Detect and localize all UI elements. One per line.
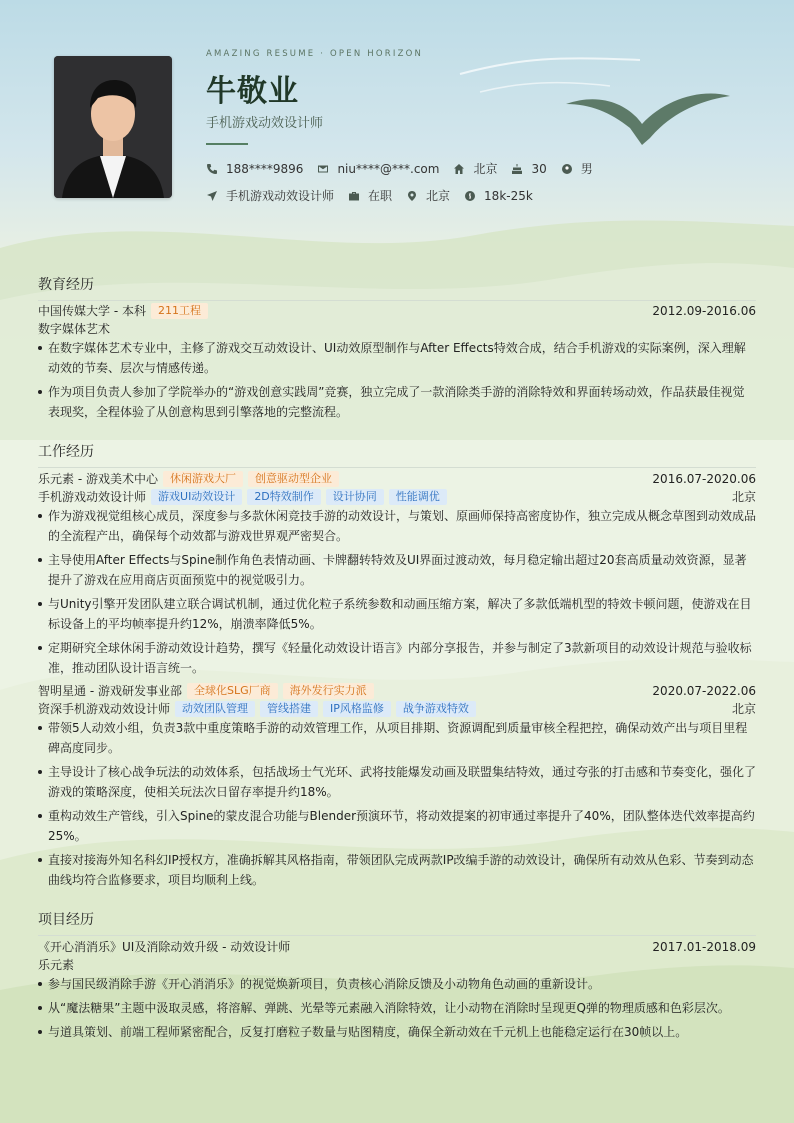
education-bullets: [38, 338, 756, 426]
list-item: 主导设计了核心战争玩法的动效体系，包括战场士气光环、武将技能爆发动画及联盟集结特效，通过夸张的打击感和节奏变化，强化了游戏的策略深度，使相关玩法次日留存率提升约18%。: [38, 762, 756, 802]
intent-position-value: 手机游戏动效设计师: [226, 189, 335, 203]
contact-phone: [206, 162, 303, 176]
project-1-bullets: [38, 974, 756, 1046]
list-item: 主导使用After Effects与Spine制作角色表情动画、卡牌翻转特效及UI界面过渡动效，每月稳定输出超过20套高质量动效资源，显著提升了游戏在应用商店页面预览中的视觉吸引力。: [38, 550, 756, 590]
skill-tag: 动效团队管理: [175, 701, 255, 717]
mail-icon: [317, 163, 329, 175]
education-major: 数字媒体艺术: [38, 322, 111, 336]
job-1-bullets: [38, 506, 756, 682]
job-1-company-row: [38, 470, 756, 487]
company-tag: 创意驱动型企业: [248, 471, 339, 487]
job-2-company-row: [38, 682, 756, 699]
gender-value: 男: [580, 162, 593, 176]
phone-icon: [206, 163, 218, 175]
list-item: 重构动效生产管线，引入Spine的蒙皮混合功能与Blender预演环节，将动效提案的初审通过率提升了40%，团队整体迭代效率提高约25%。: [38, 806, 756, 846]
work-heading: 工作经历: [38, 441, 756, 468]
job-2-bullets: [38, 718, 756, 894]
list-item: 参与国民级消除手游《开心消消乐》的视觉焕新项目，负责核心消除反馈及小动物角色动画的重新设计。: [38, 974, 756, 994]
candidate-title: 手机游戏动效设计师: [206, 116, 324, 131]
list-item: 直接对接海外知名科幻IP授权方，准确拆解其风格指南，带领团队完成两款IP改编手游的动效设计，确保所有动效从色彩、节奏到动态曲线均符合监修要求，项目均顺利上线。: [38, 850, 756, 890]
company-tag: 休闲游戏大厂: [163, 471, 243, 487]
phone-value: 188****9896: [226, 161, 304, 176]
list-item: 带领5人动效小组，负责3款中重度策略手游的动效管理工作，从项目排期、资源调配到质量审核全程把控，确保动效产出与项目里程碑高度同步。: [38, 718, 756, 758]
project-1-dates: 2017.01-2018.09: [652, 939, 756, 954]
list-item: 与道具策划、前端工程师紧密配合，反复打磨粒子数量与贴图精度，确保全新动效在千元机上也能稳定运行在30帧以上。: [38, 1022, 756, 1042]
candidate-name: 牛敬业: [206, 74, 299, 109]
list-item: 作为项目负责人参加了学院举办的“游戏创意实践周”竞赛，独立完成了一款消除类手游的消除特效和界面转场动效，作品获最佳视觉表现奖，全程体验了从创意构思到引擎落地的完整流程。: [38, 382, 756, 422]
job-2-company: 智明星通 - 游戏研发事业部: [38, 684, 182, 698]
education-dates: 2012.09-2016.06: [652, 303, 756, 318]
intent-status: [348, 187, 392, 204]
skill-tag: 游戏UI动效设计: [151, 489, 242, 505]
profile-photo: [54, 56, 172, 198]
list-item: 从“魔法糖果”主题中汲取灵感，将溶解、弹跳、光晕等元素融入消除特效，让小动物在消除时呈现更Q弹的物理质感和色彩层次。: [38, 998, 756, 1018]
job-2-role-row: [38, 700, 756, 717]
intent-position: [206, 187, 334, 204]
skill-tag: IP风格监修: [323, 701, 391, 717]
project-1-row: [38, 938, 756, 955]
skill-tag: 2D特效制作: [247, 489, 320, 505]
cake-icon: [511, 163, 523, 175]
education-row: [38, 302, 756, 319]
intent-salary: [464, 189, 533, 203]
header-divider: [206, 143, 248, 145]
intent-city: [406, 187, 450, 204]
location-icon: [406, 190, 418, 202]
hometown-value: 北京: [473, 162, 498, 176]
list-item: 与Unity引擎开发团队建立联合调试机制，通过优化粒子系统参数和动画压缩方案，解决了多款低端机型的特效卡顿问题，使游戏在目标设备上的平均帧率提升约12%，崩溃率降低5%。: [38, 594, 756, 634]
skill-tag: 管线搭建: [260, 701, 318, 717]
contact-age: [511, 162, 546, 176]
money-icon: [464, 190, 476, 202]
intent-salary-value: 18k-25k: [484, 188, 533, 203]
project-1-name: 《开心消消乐》UI及消除动效升级 - 动效设计师: [38, 940, 291, 954]
tagline: AMAZING RESUME · OPEN HORIZON: [206, 49, 424, 59]
school-tag: 211工程: [151, 303, 208, 319]
skill-tag: 设计协同: [326, 489, 384, 505]
list-item: 在数字媒体艺术专业中，主修了游戏交互动效设计、UI动效原型制作与After Effects特效合成，结合手机游戏的实际案例，深入理解动效的节奏、层次与情感传递。: [38, 338, 756, 378]
contact-email: [317, 162, 439, 176]
home-icon: [453, 163, 465, 175]
email-value: niu****@***.com: [337, 161, 440, 176]
job-2-city: 北京: [731, 702, 756, 716]
contact-row: [206, 160, 607, 177]
projects-heading: 项目经历: [38, 909, 756, 936]
age-value: 30: [531, 161, 547, 176]
send-icon: [206, 190, 218, 202]
skill-tag: 性能调优: [389, 489, 447, 505]
job-2-dates: 2020.07-2022.06: [652, 683, 756, 698]
skill-tag: 战争游戏特效: [396, 701, 476, 717]
list-item: 作为游戏视觉组核心成员，深度参与多款休闲竞技手游的动效设计，与策划、原画师保持高密度协作，独立完成从概念草图到动效成品的全流程产出，确保每个动效都与游戏世界观严密契合。: [38, 506, 756, 546]
education-heading: 教育经历: [38, 274, 756, 301]
intent-city-value: 北京: [426, 189, 451, 203]
contact-gender: [561, 160, 593, 177]
company-tag: 全球化SLG厂商: [187, 683, 278, 699]
job-1-role-row: [38, 488, 756, 505]
school-name: 中国传媒大学 - 本科: [38, 304, 146, 318]
contact-hometown: [453, 160, 497, 177]
job-1-dates: 2016.07-2020.06: [652, 471, 756, 486]
company-tag: 海外发行实力派: [283, 683, 374, 699]
job-1-city: 北京: [731, 490, 756, 504]
job-1-company: 乐元素 - 游戏美术中心: [38, 472, 158, 486]
gender-icon: [561, 163, 573, 175]
list-item: 定期研究全球休闲手游动效设计趋势，撰写《轻量化动效设计语言》内部分享报告，并参与制定了3款新项目的动效设计规范与验收标准，推动团队设计语言统一。: [38, 638, 756, 678]
job-intent-row: [206, 187, 547, 204]
briefcase-icon: [348, 190, 360, 202]
job-1-role: 手机游戏动效设计师: [38, 490, 147, 504]
intent-status-value: 在职: [368, 189, 393, 203]
job-2-role: 资深手机游戏动效设计师: [38, 702, 171, 716]
project-1-company: 乐元素: [38, 958, 75, 972]
